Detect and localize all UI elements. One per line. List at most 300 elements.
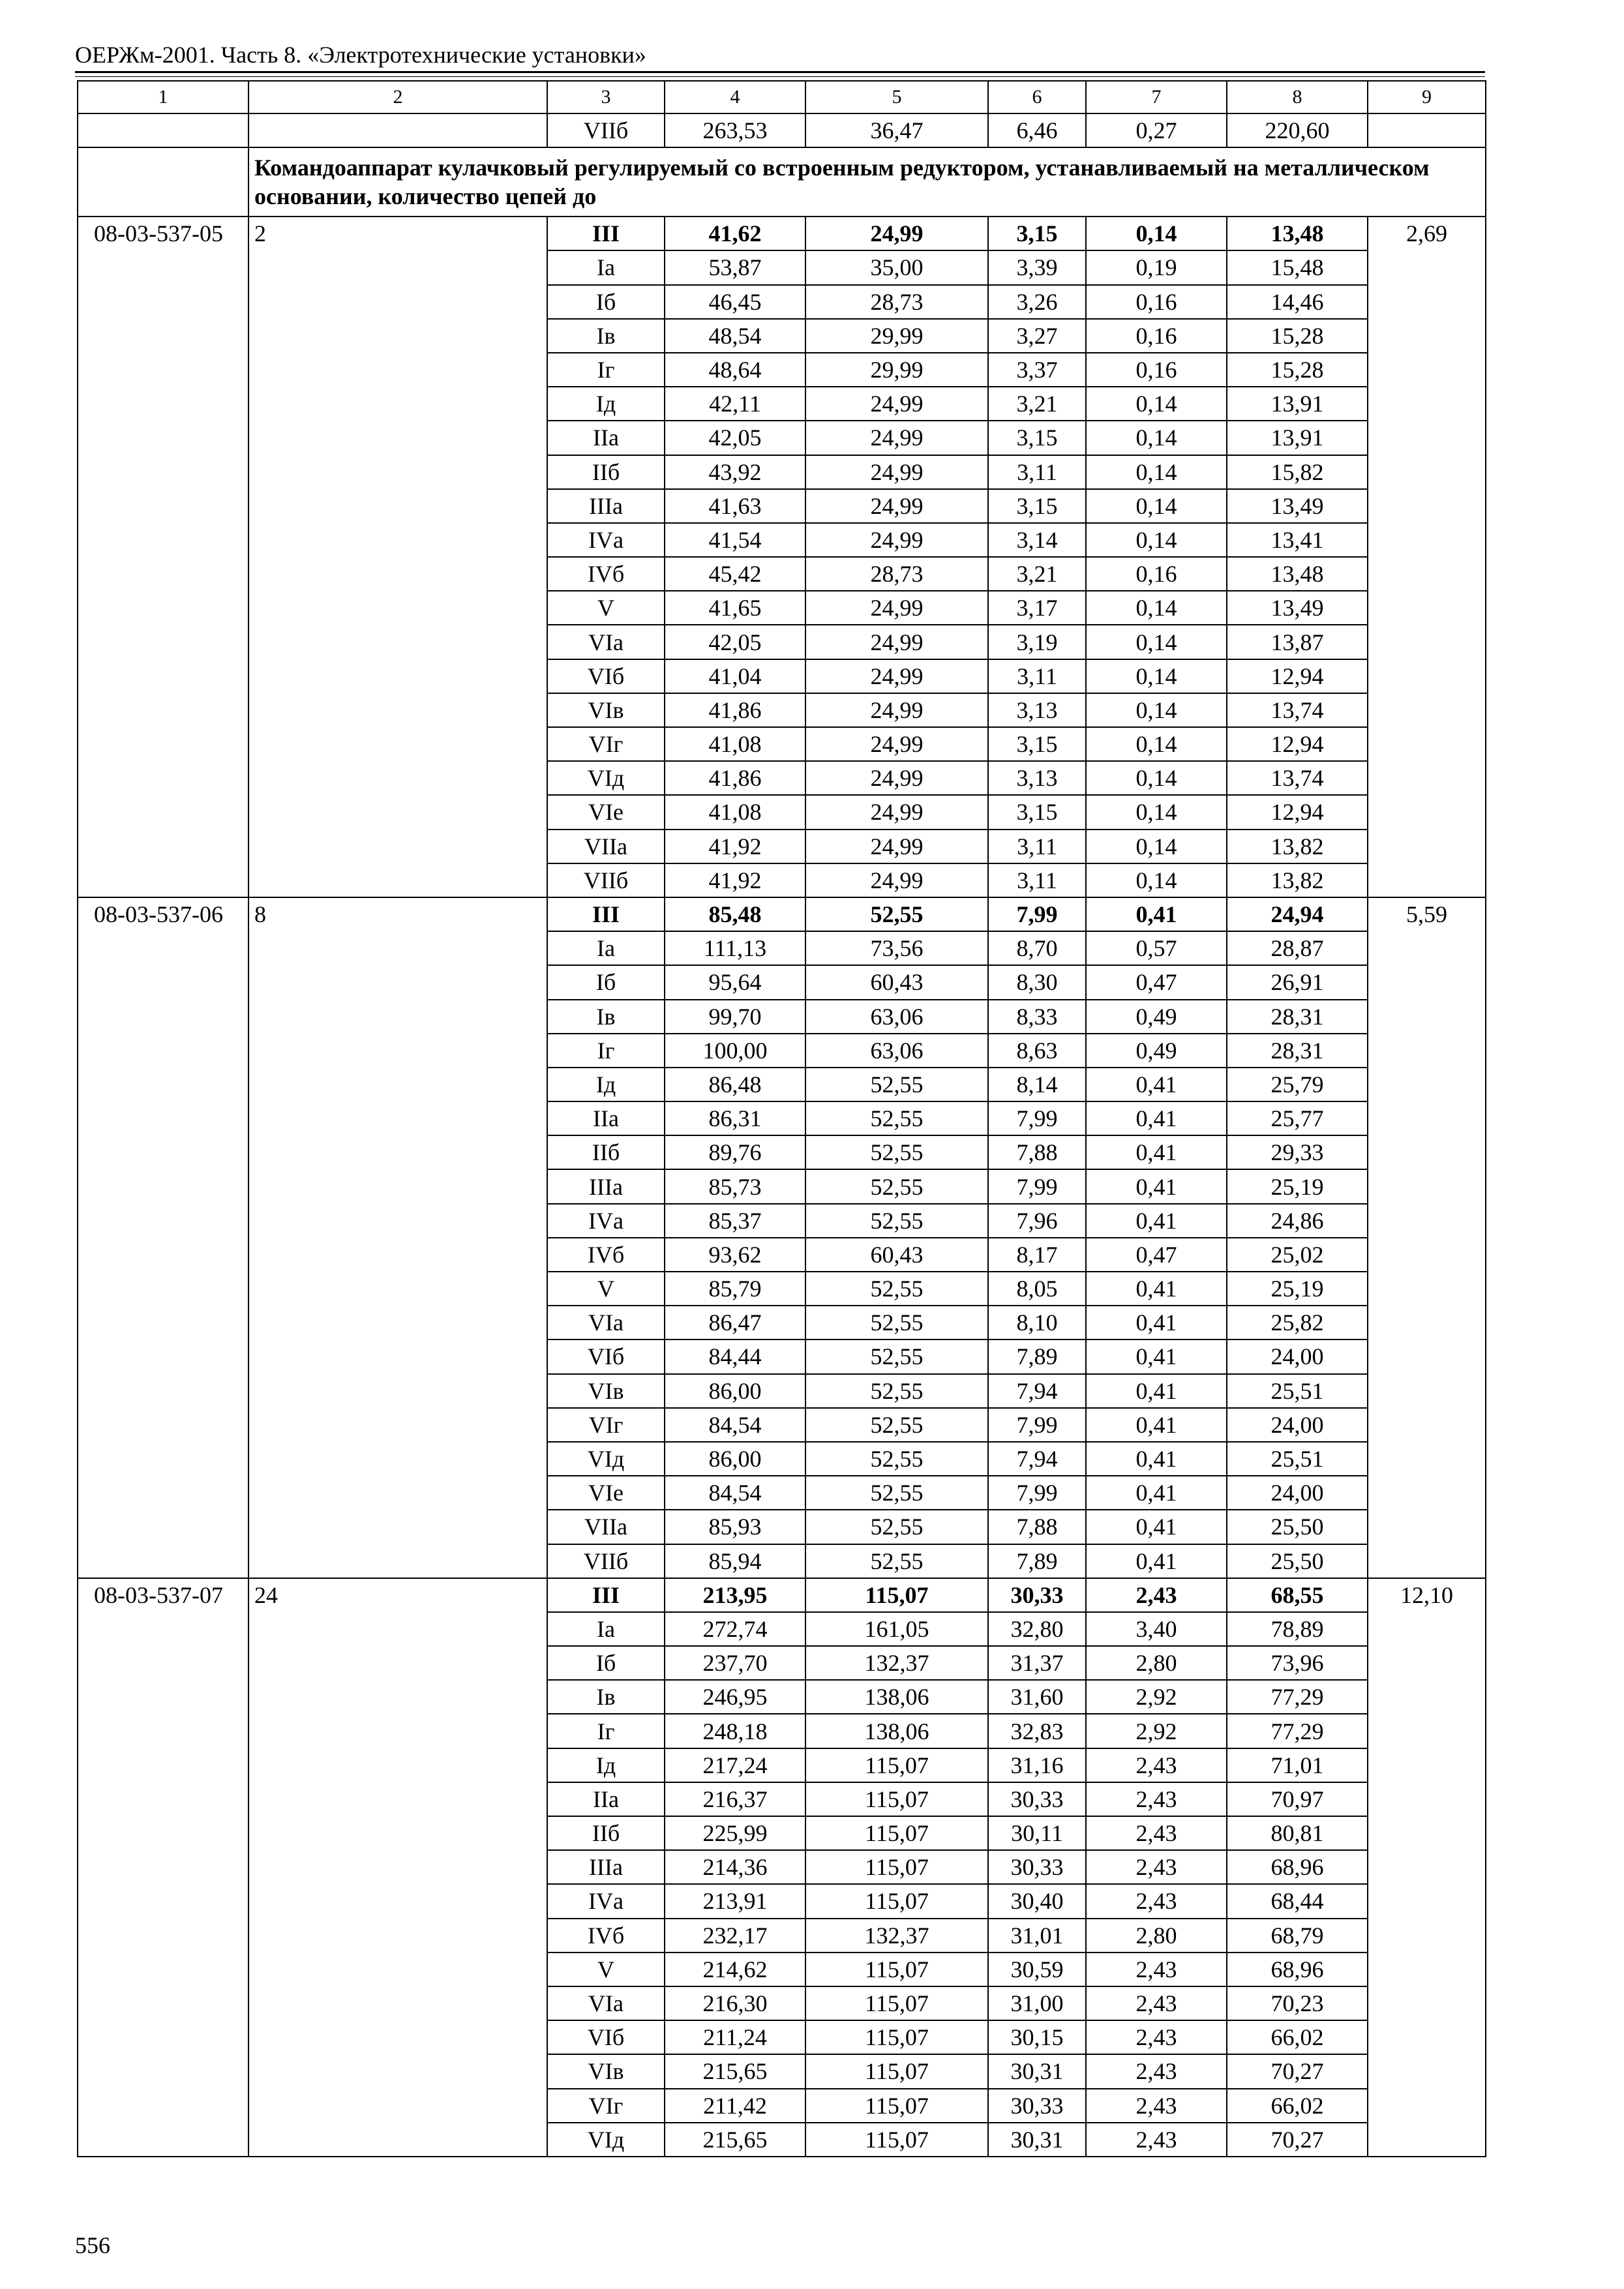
value-cell: 0,14: [1086, 523, 1227, 557]
value-cell: 13,91: [1227, 387, 1368, 421]
value-cell: 115,07: [805, 1986, 988, 2020]
value-cell: 7,99: [988, 1408, 1086, 1442]
value-cell: 246,95: [665, 1680, 805, 1714]
value-cell: 52,55: [805, 1135, 988, 1169]
value-cell: 8,63: [988, 1034, 1086, 1068]
value-cell: 25,02: [1227, 1238, 1368, 1272]
value-cell: 0,14: [1086, 659, 1227, 693]
value-cell: 30,40: [988, 1884, 1086, 1918]
value-cell: 111,13: [665, 931, 805, 965]
value-cell: 0,14: [1086, 591, 1227, 625]
value-cell: 0,14: [1086, 761, 1227, 795]
value-cell: 32,80: [988, 1612, 1086, 1646]
value-cell: 7,88: [988, 1135, 1086, 1169]
value-cell: 30,33: [988, 1850, 1086, 1884]
zone-cell: Iг: [547, 1034, 665, 1068]
value-cell: 217,24: [665, 1748, 805, 1782]
value-cell: 68,96: [1227, 1952, 1368, 1986]
value-cell: 41,08: [665, 795, 805, 829]
value-cell: 30,59: [988, 1952, 1086, 1986]
value-cell: 24,99: [805, 625, 988, 659]
value-cell: 24,99: [805, 489, 988, 523]
value-cell: 7,94: [988, 1374, 1086, 1408]
zone-cell: Iг: [547, 1714, 665, 1748]
value-cell: 24,99: [805, 830, 988, 863]
value-cell: 0,41: [1086, 1101, 1227, 1135]
column-number: 4: [665, 81, 805, 113]
value-cell: 52,55: [805, 897, 988, 931]
value-cell: 263,53: [665, 113, 805, 147]
value-cell: 52,55: [805, 1442, 988, 1476]
value-cell: 13,74: [1227, 693, 1368, 727]
value-cell: 52,55: [805, 1374, 988, 1408]
norms-table-body: [78, 81, 1486, 2157]
value-cell: 24,00: [1227, 1408, 1368, 1442]
value-cell: 132,37: [805, 1919, 988, 1952]
value-cell: 66,02: [1227, 2089, 1368, 2123]
value-cell: 42,05: [665, 421, 805, 455]
value-cell: 25,50: [1227, 1544, 1368, 1578]
value-cell: 3,40: [1086, 1612, 1227, 1646]
value-cell: 0,47: [1086, 1238, 1227, 1272]
value-cell: 8,17: [988, 1238, 1086, 1272]
value-cell: 35,00: [805, 250, 988, 284]
value-cell: 232,17: [665, 1919, 805, 1952]
value-cell: 24,99: [805, 659, 988, 693]
zone-cell: V: [547, 1952, 665, 1986]
value-cell: 0,41: [1086, 1408, 1227, 1442]
zone-cell: VIб: [547, 2020, 665, 2054]
value-cell: 12,94: [1227, 659, 1368, 693]
column-number: 1: [78, 81, 248, 113]
value-cell: 52,55: [805, 1476, 988, 1510]
value-cell: 0,41: [1086, 1169, 1227, 1203]
value-cell: 0,41: [1086, 1374, 1227, 1408]
zone-cell: VIа: [547, 1986, 665, 2020]
value-cell: 45,42: [665, 557, 805, 591]
value-cell: 41,63: [665, 489, 805, 523]
zone-cell: IIа: [547, 1101, 665, 1135]
column-number: 8: [1227, 81, 1368, 113]
value-cell: 30,31: [988, 2054, 1086, 2088]
param-cell: [248, 113, 547, 147]
zone-cell: Iб: [547, 1646, 665, 1680]
zone-cell: V: [547, 591, 665, 625]
value-cell: 25,51: [1227, 1374, 1368, 1408]
header-rule-thin: [75, 76, 1485, 77]
value-cell: 41,08: [665, 727, 805, 761]
value-cell: 0,16: [1086, 285, 1227, 319]
value-cell: 13,48: [1227, 217, 1368, 250]
value-cell: 48,54: [665, 319, 805, 353]
value-cell: 248,18: [665, 1714, 805, 1748]
table-row: [78, 217, 1486, 250]
value-cell: 24,99: [805, 217, 988, 250]
value-cell: 32,83: [988, 1714, 1086, 1748]
zone-cell: IIIа: [547, 489, 665, 523]
value-cell: 41,54: [665, 523, 805, 557]
zone-cell: Iд: [547, 1748, 665, 1782]
value-cell: 0,41: [1086, 897, 1227, 931]
value-cell: 24,00: [1227, 1339, 1368, 1373]
value-cell: 89,76: [665, 1135, 805, 1169]
value-cell: 60,43: [805, 1238, 988, 1272]
value-cell: 31,60: [988, 1680, 1086, 1714]
value-cell: 42,11: [665, 387, 805, 421]
zone-cell: IVб: [547, 557, 665, 591]
value-cell: 0,14: [1086, 625, 1227, 659]
value-cell: 237,70: [665, 1646, 805, 1680]
value-cell: 3,39: [988, 250, 1086, 284]
value-cell: 85,73: [665, 1169, 805, 1203]
column-number: 6: [988, 81, 1086, 113]
zone-cell: IIIа: [547, 1169, 665, 1203]
value-cell: 41,92: [665, 863, 805, 897]
value-cell: 2,43: [1086, 1782, 1227, 1816]
value-cell: 0,27: [1086, 113, 1227, 147]
zone-cell: VIа: [547, 1306, 665, 1339]
value-cell: 24,94: [1227, 897, 1368, 931]
value-cell: 60,43: [805, 965, 988, 999]
value-cell: 24,99: [805, 523, 988, 557]
value-cell: 115,07: [805, 1578, 988, 1612]
value-cell: 86,48: [665, 1068, 805, 1101]
value-cell: 115,07: [805, 1884, 988, 1918]
value-cell: 86,47: [665, 1306, 805, 1339]
value-cell: 31,37: [988, 1646, 1086, 1680]
zone-cell: V: [547, 1272, 665, 1306]
value-cell: 86,31: [665, 1101, 805, 1135]
value-cell: 0,41: [1086, 1306, 1227, 1339]
value-cell: 0,14: [1086, 830, 1227, 863]
value-cell: 24,86: [1227, 1204, 1368, 1238]
rate-code: 08-03-537-07: [78, 1578, 248, 2157]
value-cell: 25,19: [1227, 1272, 1368, 1306]
code-cell: [78, 147, 248, 217]
value-cell: 70,97: [1227, 1782, 1368, 1816]
zone-cell: IIб: [547, 455, 665, 489]
value-cell: 3,13: [988, 761, 1086, 795]
value-cell: 0,41: [1086, 1476, 1227, 1510]
value-cell: 7,89: [988, 1339, 1086, 1373]
value-cell: 2,80: [1086, 1919, 1227, 1952]
value-cell: 216,37: [665, 1782, 805, 1816]
value-cell: 30,33: [988, 2089, 1086, 2123]
zone-cell: Iв: [547, 1000, 665, 1034]
zone-cell: IVа: [547, 1884, 665, 1918]
zone-cell: III: [547, 217, 665, 250]
value-cell: 15,48: [1227, 250, 1368, 284]
value-cell: 3,21: [988, 557, 1086, 591]
value-cell: 25,51: [1227, 1442, 1368, 1476]
value-cell: 43,92: [665, 455, 805, 489]
circuit-count: 2: [248, 217, 547, 897]
value-cell: 2,43: [1086, 2054, 1227, 2088]
value-cell: 115,07: [805, 1816, 988, 1850]
value-cell: 3,37: [988, 353, 1086, 387]
value-cell: 138,06: [805, 1680, 988, 1714]
value-cell: 8,70: [988, 931, 1086, 965]
zone-cell: IIб: [547, 1135, 665, 1169]
value-cell: 3,15: [988, 489, 1086, 523]
value-cell: 52,55: [805, 1339, 988, 1373]
value-cell: 13,48: [1227, 557, 1368, 591]
value-cell: 215,65: [665, 2054, 805, 2088]
column-number: 5: [805, 81, 988, 113]
value-cell: 85,37: [665, 1204, 805, 1238]
zone-cell: VIв: [547, 1374, 665, 1408]
value-cell: 0,41: [1086, 1442, 1227, 1476]
zone-cell: VIг: [547, 1408, 665, 1442]
value-cell: 6,46: [988, 113, 1086, 147]
value-cell: 52,55: [805, 1068, 988, 1101]
value-cell: 8,30: [988, 965, 1086, 999]
value-cell: 3,15: [988, 727, 1086, 761]
value-cell: 7,99: [988, 1169, 1086, 1203]
value-cell: 3,27: [988, 319, 1086, 353]
value-cell: 73,56: [805, 931, 988, 965]
value-cell: 30,33: [988, 1578, 1086, 1612]
value-cell: 15,82: [1227, 455, 1368, 489]
value-cell: 0,41: [1086, 1135, 1227, 1169]
value-cell: 2,92: [1086, 1680, 1227, 1714]
value-cell: 52,55: [805, 1204, 988, 1238]
circuit-count: 24: [248, 1578, 547, 2157]
value-cell: 0,41: [1086, 1544, 1227, 1578]
zone-cell: VIIб: [547, 863, 665, 897]
value-cell: 13,82: [1227, 830, 1368, 863]
zone-cell: IIб: [547, 1816, 665, 1850]
zone-cell: Iв: [547, 1680, 665, 1714]
section-title: Командоаппарат кулачковый регулируемый со встроенным редуктором, устанавливаемый на металлическом основании, количество цепей до: [248, 147, 1486, 217]
value-cell: 13,91: [1227, 421, 1368, 455]
value-cell: 0,47: [1086, 965, 1227, 999]
zone-cell: IVа: [547, 1204, 665, 1238]
zone-cell: IVа: [547, 523, 665, 557]
value-cell: 30,15: [988, 2020, 1086, 2054]
value-cell: 3,11: [988, 455, 1086, 489]
value-cell: 41,86: [665, 693, 805, 727]
value-cell: 85,93: [665, 1510, 805, 1544]
value-cell: 2,43: [1086, 2123, 1227, 2157]
value-cell: 52,55: [805, 1272, 988, 1306]
value-cell: 3,13: [988, 693, 1086, 727]
value-cell: 225,99: [665, 1816, 805, 1850]
value-cell: 53,87: [665, 250, 805, 284]
value-cell: 2,80: [1086, 1646, 1227, 1680]
value-cell: 24,99: [805, 387, 988, 421]
value-cell: 28,31: [1227, 1000, 1368, 1034]
value-cell: 7,89: [988, 1544, 1086, 1578]
value-cell: 3,17: [988, 591, 1086, 625]
value-cell: 0,14: [1086, 693, 1227, 727]
value-cell: 28,73: [805, 285, 988, 319]
value-cell: 24,99: [805, 727, 988, 761]
zone-cell: Iв: [547, 319, 665, 353]
value-cell: 93,62: [665, 1238, 805, 1272]
value-cell: 0,57: [1086, 931, 1227, 965]
value-cell: 77,29: [1227, 1680, 1368, 1714]
zone-cell: Iд: [547, 387, 665, 421]
page-header-title: ОЕРЖм-2001. Часть 8. «Электротехнические установки»: [75, 42, 646, 68]
value-cell: 115,07: [805, 1748, 988, 1782]
value-cell: 25,77: [1227, 1101, 1368, 1135]
value-cell: 161,05: [805, 1612, 988, 1646]
value-cell: 95,64: [665, 965, 805, 999]
value-cell: 216,30: [665, 1986, 805, 2020]
value-cell: 8,14: [988, 1068, 1086, 1101]
value-cell: 215,65: [665, 2123, 805, 2157]
value-cell: 70,27: [1227, 2123, 1368, 2157]
value-cell: 13,74: [1227, 761, 1368, 795]
value-cell: 115,07: [805, 2020, 988, 2054]
value-cell: 31,01: [988, 1919, 1086, 1952]
value-cell: 7,99: [988, 897, 1086, 931]
value-cell: 2,43: [1086, 1884, 1227, 1918]
zone-cell: VIв: [547, 2054, 665, 2088]
zone-cell: Iб: [547, 285, 665, 319]
value-cell: 115,07: [805, 1850, 988, 1884]
value-cell: 24,99: [805, 693, 988, 727]
value-cell: 100,00: [665, 1034, 805, 1068]
col9-cell: [1368, 113, 1486, 147]
header-rule: [75, 71, 1485, 73]
value-cell: 2,43: [1086, 1578, 1227, 1612]
column-number: 2: [248, 81, 547, 113]
value-cell: 12,94: [1227, 727, 1368, 761]
value-cell: 68,79: [1227, 1919, 1368, 1952]
value-cell: 2,43: [1086, 1850, 1227, 1884]
zone-cell: VIIб: [547, 1544, 665, 1578]
value-cell: 13,41: [1227, 523, 1368, 557]
zone-cell: Iб: [547, 965, 665, 999]
value-cell: 115,07: [805, 2054, 988, 2088]
column-number: 3: [547, 81, 665, 113]
zone-cell: VIб: [547, 1339, 665, 1373]
value-cell: 0,14: [1086, 387, 1227, 421]
value-cell: 0,16: [1086, 319, 1227, 353]
zone-cell: Iа: [547, 250, 665, 284]
zone-cell: VIа: [547, 625, 665, 659]
zone-cell: VIе: [547, 1476, 665, 1510]
value-cell: 0,49: [1086, 1034, 1227, 1068]
value-cell: 13,87: [1227, 625, 1368, 659]
value-cell: 3,26: [988, 285, 1086, 319]
col9-value: 5,59: [1368, 897, 1486, 1578]
value-cell: 0,41: [1086, 1510, 1227, 1544]
value-cell: 8,10: [988, 1306, 1086, 1339]
value-cell: 0,14: [1086, 863, 1227, 897]
value-cell: 85,79: [665, 1272, 805, 1306]
value-cell: 7,99: [988, 1101, 1086, 1135]
value-cell: 24,99: [805, 761, 988, 795]
value-cell: 31,16: [988, 1748, 1086, 1782]
zone-cell: VIд: [547, 2123, 665, 2157]
zone-cell: III: [547, 1578, 665, 1612]
value-cell: 86,00: [665, 1442, 805, 1476]
value-cell: 3,11: [988, 659, 1086, 693]
value-cell: 41,65: [665, 591, 805, 625]
value-cell: 41,04: [665, 659, 805, 693]
zone-cell: Iг: [547, 353, 665, 387]
page-number: 556: [75, 2232, 110, 2258]
value-cell: 8,05: [988, 1272, 1086, 1306]
value-cell: 214,36: [665, 1850, 805, 1884]
value-cell: 0,14: [1086, 795, 1227, 829]
value-cell: 3,19: [988, 625, 1086, 659]
zone-cell: VIIа: [547, 830, 665, 863]
zone-cell: VIв: [547, 693, 665, 727]
col9-value: 12,10: [1368, 1578, 1486, 2157]
value-cell: 68,55: [1227, 1578, 1368, 1612]
value-cell: 99,70: [665, 1000, 805, 1034]
col9-value: 2,69: [1368, 217, 1486, 897]
value-cell: 85,48: [665, 897, 805, 931]
value-cell: 0,14: [1086, 217, 1227, 250]
value-cell: 24,99: [805, 863, 988, 897]
value-cell: 115,07: [805, 2123, 988, 2157]
value-cell: 7,96: [988, 1204, 1086, 1238]
zone-cell: Iа: [547, 1612, 665, 1646]
zone-cell: VIд: [547, 761, 665, 795]
value-cell: 0,41: [1086, 1339, 1227, 1373]
zone-cell: IIIа: [547, 1850, 665, 1884]
value-cell: 28,31: [1227, 1034, 1368, 1068]
value-cell: 52,55: [805, 1306, 988, 1339]
value-cell: 84,54: [665, 1476, 805, 1510]
value-cell: 13,49: [1227, 591, 1368, 625]
value-cell: 0,14: [1086, 727, 1227, 761]
value-cell: 25,19: [1227, 1169, 1368, 1203]
value-cell: 211,42: [665, 2089, 805, 2123]
value-cell: 3,21: [988, 387, 1086, 421]
value-cell: 13,82: [1227, 863, 1368, 897]
value-cell: 52,55: [805, 1544, 988, 1578]
value-cell: 0,16: [1086, 353, 1227, 387]
norms-table: [77, 80, 1486, 2157]
value-cell: 52,55: [805, 1169, 988, 1203]
value-cell: 70,23: [1227, 1986, 1368, 2020]
value-cell: 0,16: [1086, 557, 1227, 591]
value-cell: 8,33: [988, 1000, 1086, 1034]
code-cell: [78, 113, 248, 147]
zone-cell: VIIа: [547, 1510, 665, 1544]
value-cell: 7,88: [988, 1510, 1086, 1544]
value-cell: 63,06: [805, 1034, 988, 1068]
rate-code: 08-03-537-06: [78, 897, 248, 1578]
value-cell: 48,64: [665, 353, 805, 387]
value-cell: 41,86: [665, 761, 805, 795]
value-cell: 3,15: [988, 795, 1086, 829]
value-cell: 63,06: [805, 1000, 988, 1034]
value-cell: 2,43: [1086, 1816, 1227, 1850]
value-cell: 85,94: [665, 1544, 805, 1578]
value-cell: 70,27: [1227, 2054, 1368, 2088]
value-cell: 211,24: [665, 2020, 805, 2054]
value-cell: 25,50: [1227, 1510, 1368, 1544]
value-cell: 73,96: [1227, 1646, 1368, 1680]
value-cell: 52,55: [805, 1101, 988, 1135]
value-cell: 0,19: [1086, 250, 1227, 284]
value-cell: 86,00: [665, 1374, 805, 1408]
value-cell: 2,43: [1086, 2089, 1227, 2123]
value-cell: 28,73: [805, 557, 988, 591]
column-numbers-row: [78, 81, 1486, 113]
value-cell: 66,02: [1227, 2020, 1368, 2054]
value-cell: 0,49: [1086, 1000, 1227, 1034]
value-cell: 2,43: [1086, 1952, 1227, 1986]
value-cell: 0,41: [1086, 1204, 1227, 1238]
